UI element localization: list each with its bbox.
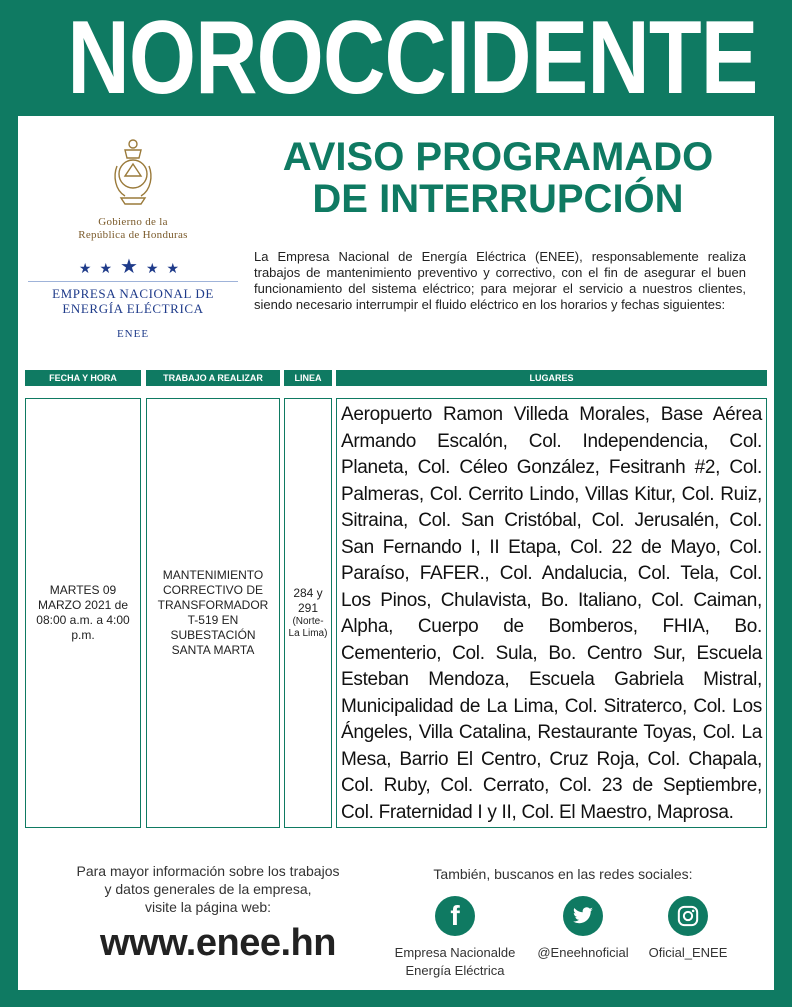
social-instagram[interactable] (640, 896, 736, 962)
facebook-label-line-1: Empresa Nacionalde (394, 945, 516, 960)
cell-lugares (336, 398, 767, 828)
more-info-text (68, 862, 348, 916)
header-trabajo: TRABAJO A REALIZAR (146, 370, 280, 386)
cell-linea (284, 398, 332, 828)
entity-name-line-2: ENERGÍA ELÉCTRICA (62, 301, 204, 316)
stars-row (18, 254, 248, 279)
website-link[interactable]: www.enee.hn (100, 922, 336, 964)
linea-note: (Norte-La Lima) (288, 616, 328, 639)
cell-trabajo (146, 398, 280, 828)
government-line-2: República de Honduras (78, 229, 188, 241)
more-info-line-3: visite la página web: (144, 899, 272, 915)
header-linea: LINEA (284, 370, 332, 386)
instagram-label: Oficial_ENEE (648, 945, 728, 960)
star-icon: ★ (78, 260, 100, 276)
header-fecha-hora: FECHA Y HORA (25, 370, 141, 386)
lugares-value: Aeropuerto Ramon Villeda Morales, Base Aérea Armando Escalón, Col. Independencia, Col. Planeta, Col. Céleo González, Fesitranh #2, Col. Palmeras, Col. Cerrito Lindo, Villas Kitur, Col. Ruiz, Sitraina, Col. San Cristóbal, Col. Jerusalén, Col. San Fernando I, II Etapa, Col. 22 de Mayo, Col. Paraíso, FAFER., Col. Andalucia, Col. Tela, Col. Los Pinos, Chulavista, Bo. Italiano, Col. Caiman, Alpha, Cuerpo de Bomberos, FHIA, Bo. Cementerio, Col. Sula, Bo. Centro Sur, Escuela Esteban Mendoza, Escuela Gabriela Mistral, Municipalidad de La Lima, Col. Sitraterco, Col. Los Ángeles, Villa Catalina, Restaurante Toyas, Col. La Mesa, Barrio El Centro, Cruz Roja, Col. Chapala, Col. Ruby, Col. Cerrato, Col. 23 de Septiembre, Col. Fraternidad I y II, Col. El Maestro, Maprosa. (341, 404, 762, 823)
enee-logo (18, 136, 248, 436)
more-info-line-1: Para mayor información sobre los trabajos (76, 863, 340, 879)
entity-acronym: ENEE (116, 328, 150, 340)
government-line-1: Gobierno de la (98, 216, 168, 228)
notice-panel (18, 116, 774, 990)
twitter-icon (563, 896, 603, 936)
fecha-hora-value: MARTES 09 MARZO 2021 de 08:00 a.m. a 4:00 p.m. (36, 583, 130, 642)
more-info-line-2: y datos generales de la empresa, (104, 881, 312, 897)
star-icon: ★ (120, 256, 146, 278)
social-twitter[interactable] (530, 896, 636, 962)
social-heading: También, buscanos en las redes sociales: (433, 866, 693, 882)
social-facebook[interactable] (388, 896, 522, 980)
trabajo-value: MANTENIMIENTO CORRECTIVO DE TRANSFORMADOR T-519 EN SUBESTACIÓN SANTA MARTA (157, 568, 269, 657)
header-lugares: LUGARES (336, 370, 767, 386)
star-icon: ★ (99, 260, 121, 276)
coat-of-arms-icon (111, 136, 155, 206)
linea-value: 284 y 291 (293, 586, 323, 615)
cell-fecha-hora (25, 398, 141, 828)
intro-paragraph: La Empresa Nacional de Energía Eléctrica (ENEE), responsablemente realiza trabajos de mantenimiento preventivo y correctivo, con el fin de asegurar el buen funcionamiento del sistema eléctrico; para mejorar el servicio a nuestros clientes, siendo necesario interrumpir el fluido eléctrico en los horarios y fechas siguientes: (254, 249, 746, 312)
facebook-label-line-2: Energía Eléctrica (405, 963, 505, 978)
star-icon: ★ (145, 260, 167, 276)
entity-name-line-1: EMPRESA NACIONAL DE (52, 286, 214, 301)
facebook-icon: f (435, 896, 475, 936)
region-heading: NOROCCIDENTE (67, 0, 758, 116)
notice-title (248, 136, 748, 220)
notice-title-line-1: AVISO PROGRAMADO (282, 135, 714, 179)
notice-title-line-2: DE INTERRUPCIÓN (312, 177, 684, 221)
twitter-label: @Eneehnoficial (537, 945, 629, 960)
instagram-icon (668, 896, 708, 936)
star-icon: ★ (166, 260, 188, 276)
